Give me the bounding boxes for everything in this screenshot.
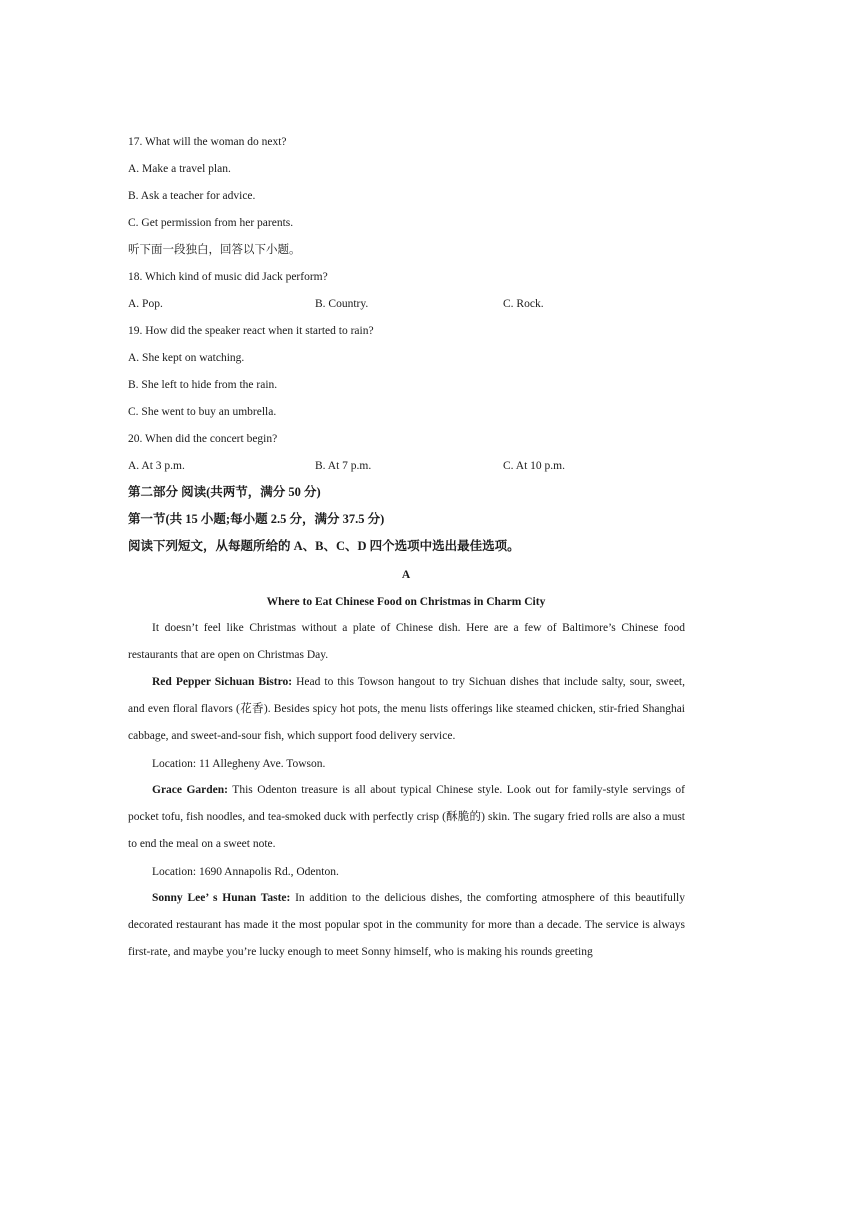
q17-option-b: B. Ask a teacher for advice. bbox=[128, 190, 256, 202]
q19-option-b: B. She left to hide from the rain. bbox=[128, 379, 278, 391]
restaurant-location: Location: 11 Allegheny Ave. Towson. bbox=[152, 758, 326, 770]
question-17: 17. What will the woman do next? bbox=[128, 136, 287, 148]
restaurant-red-pepper bbox=[128, 669, 685, 750]
part-heading: 第二部分 阅读(共两节，满分 50 分) bbox=[128, 485, 321, 499]
q20-option-a: A. At 3 p.m. bbox=[128, 460, 185, 472]
restaurant-name: Grace Garden: bbox=[152, 784, 229, 796]
q19-option-c: C. She went to buy an umbrella. bbox=[128, 406, 277, 418]
q17-option-a: A. Make a travel plan. bbox=[128, 163, 231, 175]
intro-paragraph bbox=[128, 615, 685, 669]
question-19: 19. How did the speaker react when it started to rain? bbox=[128, 325, 374, 337]
passage-title: Where to Eat Chinese Food on Christmas in Charm City bbox=[266, 596, 546, 608]
intro-text: It doesn’t feel like Christmas without a plate of Chinese dish. Here are a few of Baltimore’s Chinese food restaurants that are open on Christmas Day. bbox=[128, 622, 685, 661]
q17-option-c: C. Get permission from her parents. bbox=[128, 217, 294, 229]
restaurant-description: In addition to the delicious dishes, the comforting atmosphere of this beautifully decorated restaurant has made it the most popular spot in the community for more than a decade. The service is always first-rate, and maybe you’re lucky enough to meet Sonny himself, who is making his rounds greeting bbox=[128, 892, 685, 958]
q19-option-a: A. She kept on watching. bbox=[128, 352, 245, 364]
q20-option-b: B. At 7 p.m. bbox=[315, 460, 372, 472]
passage-letter: A bbox=[401, 569, 411, 581]
restaurant-grace-garden bbox=[128, 777, 685, 858]
question-18: 18. Which kind of music did Jack perform? bbox=[128, 271, 328, 283]
q20-option-c: C. At 10 p.m. bbox=[503, 460, 565, 472]
monologue-instruction: 听下面一段独白，回答以下小题。 bbox=[128, 244, 301, 256]
restaurant-description: Head to this Towson hangout to try Sichuan dishes that include salty, sour, sweet, and even floral flavors (花香). Besides spicy hot pots, the menu lists offerings like steamed chicken, stir-fried Shanghai cabbage, and sweet-and-sour fish, which support food delivery service. bbox=[128, 676, 686, 742]
q18-option-c: C. Rock. bbox=[503, 298, 544, 310]
restaurant-description: This Odenton treasure is all about typical Chinese style. Look out for family-style servings of pocket tofu, fish noodles, and tea-smoked duck with perfectly crisp (酥脆的) skin. The sugary fried rolls are also a must to end the meal on a sweet note. bbox=[128, 784, 685, 850]
restaurant-name: Sonny Lee’ s Hunan Taste: bbox=[152, 892, 291, 904]
restaurant-sonny-lee bbox=[128, 885, 685, 966]
reading-instruction: 阅读下列短文，从每题所给的 A、B、C、D 四个选项中选出最佳选项。 bbox=[128, 539, 520, 553]
restaurant-location: Location: 1690 Annapolis Rd., Odenton. bbox=[152, 866, 339, 878]
section-heading: 第一节(共 15 小题;每小题 2.5 分，满分 37.5 分) bbox=[128, 512, 385, 526]
restaurant-name: Red Pepper Sichuan Bistro: bbox=[152, 676, 293, 688]
question-20: 20. When did the concert begin? bbox=[128, 433, 278, 445]
q18-option-b: B. Country. bbox=[315, 298, 369, 310]
q18-option-a: A. Pop. bbox=[128, 298, 163, 310]
